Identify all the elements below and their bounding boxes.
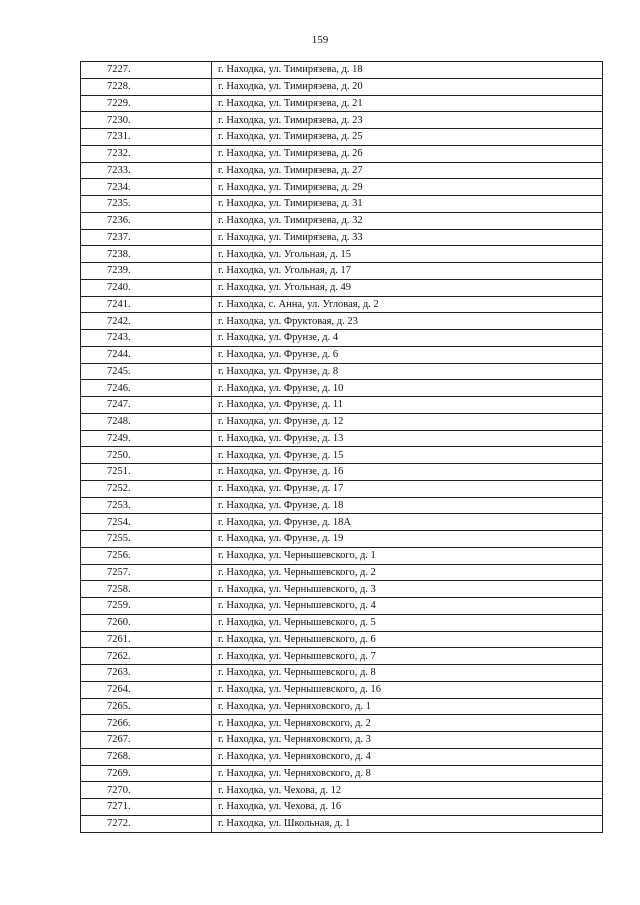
table-row: [81, 547, 603, 564]
address-cell: г. Находка, ул. Фрунзе, д. 19: [212, 531, 603, 548]
address-cell: г. Находка, ул. Фрунзе, д. 18А: [212, 514, 603, 531]
page-number: 159: [311, 34, 329, 46]
row-number-cell: 7247.: [81, 397, 212, 414]
row-number-cell: 7271.: [81, 799, 212, 816]
table-row: [81, 112, 603, 129]
row-number-cell: 7233.: [81, 162, 212, 179]
row-number-cell: 7237.: [81, 229, 212, 246]
address-cell: г. Находка, ул. Фрунзе, д. 18: [212, 497, 603, 514]
row-number-cell: 7263.: [81, 665, 212, 682]
row-number-cell: 7272.: [81, 815, 212, 832]
address-cell: г. Находка, ул. Чернышевского, д. 5: [212, 614, 603, 631]
row-number-cell: 7229.: [81, 95, 212, 112]
row-number-cell: 7241.: [81, 296, 212, 313]
table-row: [81, 296, 603, 313]
table-row: [81, 62, 603, 79]
address-cell: г. Находка, ул. Чернышевского, д. 7: [212, 648, 603, 665]
table-row: [81, 497, 603, 514]
address-cell: г. Находка, ул. Тимирязева, д. 20: [212, 78, 603, 95]
table-row: [81, 179, 603, 196]
address-cell: г. Находка, ул. Фрунзе, д. 15: [212, 447, 603, 464]
address-cell: г. Находка, ул. Фрунзе, д. 17: [212, 480, 603, 497]
table-row: [81, 765, 603, 782]
address-cell: г. Находка, ул. Фрунзе, д. 13: [212, 430, 603, 447]
row-number-cell: 7242.: [81, 313, 212, 330]
address-cell: г. Находка, ул. Черняховского, д. 2: [212, 715, 603, 732]
table-row: [81, 480, 603, 497]
row-number-cell: 7249.: [81, 430, 212, 447]
table-row: [81, 564, 603, 581]
table-row: [81, 313, 603, 330]
table-row: [81, 648, 603, 665]
row-number-cell: 7254.: [81, 514, 212, 531]
address-cell: г. Находка, ул. Тимирязева, д. 21: [212, 95, 603, 112]
row-number-cell: 7252.: [81, 480, 212, 497]
row-number-cell: 7255.: [81, 531, 212, 548]
row-number-cell: 7257.: [81, 564, 212, 581]
row-number-cell: 7253.: [81, 497, 212, 514]
row-number-cell: 7251.: [81, 464, 212, 481]
table-row: [81, 581, 603, 598]
table-row: [81, 665, 603, 682]
address-cell: г. Находка, ул. Фрунзе, д. 11: [212, 397, 603, 414]
table-row: [81, 631, 603, 648]
address-cell: г. Находка, ул. Тимирязева, д. 23: [212, 112, 603, 129]
row-number-cell: 7228.: [81, 78, 212, 95]
table-row: [81, 698, 603, 715]
address-cell: г. Находка, ул. Чернышевского, д. 4: [212, 598, 603, 615]
table-row: [81, 330, 603, 347]
row-number-cell: 7227.: [81, 62, 212, 79]
table-row: [81, 162, 603, 179]
table-row: [81, 363, 603, 380]
table-row: [81, 715, 603, 732]
address-cell: г. Находка, ул. Чернышевского, д. 6: [212, 631, 603, 648]
table-row: [81, 614, 603, 631]
table-row: [81, 531, 603, 548]
address-cell: г. Находка, ул. Чернышевского, д. 3: [212, 581, 603, 598]
address-cell: г. Находка, ул. Чехова, д. 16: [212, 799, 603, 816]
table-row: [81, 397, 603, 414]
row-number-cell: 7259.: [81, 598, 212, 615]
address-cell: г. Находка, ул. Фруктовая, д. 23: [212, 313, 603, 330]
table-row: [81, 196, 603, 213]
address-cell: г. Находка, ул. Фрунзе, д. 10: [212, 380, 603, 397]
table-row: [81, 447, 603, 464]
address-cell: г. Находка, ул. Угольная, д. 17: [212, 263, 603, 280]
address-cell: г. Находка, ул. Тимирязева, д. 25: [212, 129, 603, 146]
address-cell: г. Находка, ул. Чернышевского, д. 16: [212, 681, 603, 698]
table-row: [81, 815, 603, 832]
table-row: [81, 681, 603, 698]
row-number-cell: 7245.: [81, 363, 212, 380]
address-cell: г. Находка, ул. Черняховского, д. 8: [212, 765, 603, 782]
row-number-cell: 7246.: [81, 380, 212, 397]
address-cell: г. Находка, ул. Чернышевского, д. 8: [212, 665, 603, 682]
row-number-cell: 7268.: [81, 748, 212, 765]
row-number-cell: 7236.: [81, 212, 212, 229]
table-row: [81, 129, 603, 146]
table-row: [81, 212, 603, 229]
table-row: [81, 748, 603, 765]
row-number-cell: 7248.: [81, 413, 212, 430]
table-row: [81, 514, 603, 531]
table-row: [81, 95, 603, 112]
table-row: [81, 229, 603, 246]
address-cell: г. Находка, ул. Угольная, д. 49: [212, 279, 603, 296]
address-cell: г. Находка, ул. Тимирязева, д. 32: [212, 212, 603, 229]
row-number-cell: 7270.: [81, 782, 212, 799]
table-row: [81, 598, 603, 615]
table-row: [81, 464, 603, 481]
address-cell: г. Находка, ул. Фрунзе, д. 4: [212, 330, 603, 347]
table-row: [81, 263, 603, 280]
address-cell: г. Находка, ул. Тимирязева, д. 26: [212, 145, 603, 162]
address-cell: г. Находка, ул. Черняховского, д. 3: [212, 732, 603, 749]
row-number-cell: 7239.: [81, 263, 212, 280]
address-cell: г. Находка, ул. Черняховского, д. 1: [212, 698, 603, 715]
table-row: [81, 380, 603, 397]
address-cell: г. Находка, ул. Чернышевского, д. 2: [212, 564, 603, 581]
address-cell: г. Находка, ул. Фрунзе, д. 12: [212, 413, 603, 430]
address-cell: г. Находка, с. Анна, ул. Угловая, д. 2: [212, 296, 603, 313]
address-cell: г. Находка, ул. Чехова, д. 12: [212, 782, 603, 799]
address-table: [80, 61, 603, 833]
table-row: [81, 732, 603, 749]
table-row: [81, 279, 603, 296]
row-number-cell: 7258.: [81, 581, 212, 598]
row-number-cell: 7243.: [81, 330, 212, 347]
row-number-cell: 7231.: [81, 129, 212, 146]
row-number-cell: 7230.: [81, 112, 212, 129]
row-number-cell: 7232.: [81, 145, 212, 162]
table-row: [81, 430, 603, 447]
address-cell: г. Находка, ул. Фрунзе, д. 16: [212, 464, 603, 481]
address-table-body: [81, 62, 603, 833]
row-number-cell: 7260.: [81, 614, 212, 631]
row-number-cell: 7264.: [81, 681, 212, 698]
row-number-cell: 7235.: [81, 196, 212, 213]
row-number-cell: 7265.: [81, 698, 212, 715]
address-cell: г. Находка, ул. Фрунзе, д. 8: [212, 363, 603, 380]
row-number-cell: 7261.: [81, 631, 212, 648]
row-number-cell: 7240.: [81, 279, 212, 296]
row-number-cell: 7244.: [81, 346, 212, 363]
table-row: [81, 346, 603, 363]
row-number-cell: 7238.: [81, 246, 212, 263]
address-cell: г. Находка, ул. Тимирязева, д. 31: [212, 196, 603, 213]
address-cell: г. Находка, ул. Чернышевского, д. 1: [212, 547, 603, 564]
row-number-cell: 7234.: [81, 179, 212, 196]
table-row: [81, 78, 603, 95]
address-cell: г. Находка, ул. Тимирязева, д. 18: [212, 62, 603, 79]
row-number-cell: 7266.: [81, 715, 212, 732]
address-cell: г. Находка, ул. Тимирязева, д. 27: [212, 162, 603, 179]
address-cell: г. Находка, ул. Школьная, д. 1: [212, 815, 603, 832]
address-cell: г. Находка, ул. Тимирязева, д. 29: [212, 179, 603, 196]
address-cell: г. Находка, ул. Черняховского, д. 4: [212, 748, 603, 765]
row-number-cell: 7262.: [81, 648, 212, 665]
table-row: [81, 782, 603, 799]
address-cell: г. Находка, ул. Угольная, д. 15: [212, 246, 603, 263]
row-number-cell: 7269.: [81, 765, 212, 782]
row-number-cell: 7267.: [81, 732, 212, 749]
table-row: [81, 246, 603, 263]
address-cell: г. Находка, ул. Тимирязева, д. 33: [212, 229, 603, 246]
table-row: [81, 799, 603, 816]
address-cell: г. Находка, ул. Фрунзе, д. 6: [212, 346, 603, 363]
table-row: [81, 145, 603, 162]
row-number-cell: 7250.: [81, 447, 212, 464]
table-row: [81, 413, 603, 430]
row-number-cell: 7256.: [81, 547, 212, 564]
